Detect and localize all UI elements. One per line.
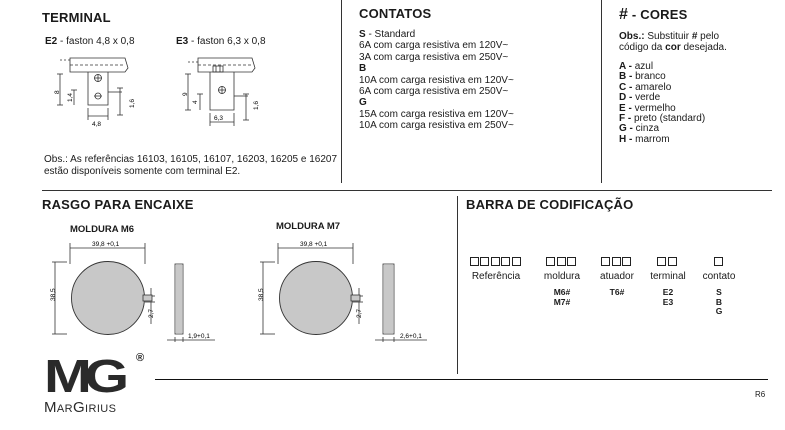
moldura-m7-drawing xyxy=(253,234,453,354)
contato-line: 10A com carga resistiva em 250V~ xyxy=(359,120,514,132)
contato-code: B xyxy=(359,63,367,75)
contatos-title: CONTATOS xyxy=(359,6,432,21)
barra-col-codes: S B G xyxy=(715,287,723,316)
terminal-e3-dim-side: 1,6 xyxy=(253,100,260,110)
cor-item: E - vermelho xyxy=(619,102,676,114)
code-boxes xyxy=(643,257,693,269)
barra-col-terminal xyxy=(643,257,693,307)
cor-item: C - amarelo xyxy=(619,81,672,93)
barra-col-atuador xyxy=(592,257,642,298)
m6-dim-width: 39,8 +0,1 xyxy=(92,241,120,248)
cores-list xyxy=(619,62,705,145)
contato-group-b xyxy=(359,63,599,97)
terminal-e3-caption xyxy=(176,36,266,47)
cores-obs-text: pelo xyxy=(697,31,720,42)
divider-contatos-cores xyxy=(601,0,602,183)
terminal-obs: Obs.: As referências 16103, 16105, 16107, 16203, 16205 e 16207 estão disponíveis somente com terminal E2. xyxy=(44,154,338,177)
m7-dim-width: 39,8 +0,1 xyxy=(300,241,328,248)
contato-group-s xyxy=(359,29,599,63)
terminal-e2-dim-side: 1,6 xyxy=(129,98,136,108)
m6-dim-height: 38,5 xyxy=(50,288,57,301)
divider-rasgo-barra xyxy=(457,196,458,374)
divider-top-bottom xyxy=(42,190,772,191)
barra-title: BARRA DE CODIFICAÇÃO xyxy=(466,197,634,212)
page-code: R6 xyxy=(755,390,766,399)
footer-rule xyxy=(155,379,768,380)
moldura-m6-label: MOLDURA M6 xyxy=(70,224,135,235)
contato-line: 10A com carga resistiva em 120V~ xyxy=(359,74,514,86)
logo-registered: ® xyxy=(136,352,145,364)
terminal-e2-code: E2 xyxy=(45,36,58,47)
barra-col-referencia xyxy=(466,257,526,282)
cores-hash: # xyxy=(619,6,629,23)
code-boxes xyxy=(535,257,589,269)
cores-obs-text: desejada. xyxy=(680,42,727,54)
cores-obs-label: Obs.: xyxy=(619,31,645,42)
contato-suffix: - Standard xyxy=(365,29,416,40)
m6-dim-depth: 1,9+0,1 xyxy=(188,333,210,340)
barra-col-label: Referência xyxy=(471,271,521,282)
code-boxes xyxy=(466,257,526,269)
contato-line: 6A com carga resistiva em 250V~ xyxy=(359,86,509,98)
cor-item: D - verde xyxy=(619,92,661,104)
contato-line: 6A com carga resistiva em 120V~ xyxy=(359,40,509,52)
cores-title xyxy=(619,6,688,24)
cores-obs-cor: cor xyxy=(665,42,681,54)
terminal-e3-desc: - faston 6,3 x 0,8 xyxy=(188,36,266,47)
barra-col-contato xyxy=(696,257,742,317)
contato-code: S xyxy=(359,29,366,40)
terminal-title: TERMINAL xyxy=(42,10,111,25)
contato-line: 3A com carga resistiva em 250V~ xyxy=(359,51,509,63)
logo-mg: MG xyxy=(44,350,122,402)
m7-dim-notch: 2,7 xyxy=(356,308,363,318)
barra-col-codes: E2 E3 xyxy=(662,287,674,307)
logo-name: MarGirius xyxy=(44,399,117,416)
terminal-e3-dim-height: 9 xyxy=(182,92,189,96)
cor-item: B - branco xyxy=(619,71,666,83)
contato-group-g xyxy=(359,97,599,131)
rasgo-title: RASGO PARA ENCAIXE xyxy=(42,197,194,212)
barra-col-label: moldura xyxy=(543,271,581,282)
terminal-e2-dim-width: 4,8 xyxy=(92,121,102,128)
barra-col-codes: M6# M7# xyxy=(553,287,571,307)
cor-item: H - marrom xyxy=(619,133,670,145)
code-boxes xyxy=(592,257,642,269)
cor-item: G - cinza xyxy=(619,123,660,135)
m6-dim-notch: 2,7 xyxy=(148,308,155,318)
terminal-e3-drawing xyxy=(180,50,270,130)
cores-obs-hash: # xyxy=(691,31,698,42)
terminal-e2-drawing xyxy=(50,50,140,130)
cores-obs xyxy=(619,31,784,54)
barra-col-moldura xyxy=(535,257,589,307)
m7-dim-depth: 2,6+0,1 xyxy=(400,333,422,340)
cor-item: A - azul xyxy=(619,61,654,72)
terminal-e2-caption xyxy=(45,36,135,47)
cores-obs-text: código da xyxy=(619,42,666,54)
barra-col-codes: T6# xyxy=(609,287,625,297)
cores-obs-text: Substituir xyxy=(644,31,692,42)
cor-item: F - preto (standard) xyxy=(619,113,706,125)
contato-code: G xyxy=(359,97,367,109)
code-boxes xyxy=(696,257,742,269)
terminal-e2-dim-inner: 1,4 xyxy=(67,92,74,102)
divider-terminal-contatos xyxy=(341,0,342,183)
moldura-m7-label: MOLDURA M7 xyxy=(276,221,341,232)
barra-col-label: contato xyxy=(702,271,736,282)
m7-dim-height: 38,5 xyxy=(258,288,265,301)
terminal-e3-code: E3 xyxy=(176,36,189,47)
cores-title-text: - CORES xyxy=(628,7,688,22)
moldura-m6-drawing xyxy=(45,234,245,354)
terminal-e3-dim-inner: 4 xyxy=(192,100,199,104)
terminal-e2-dim-height: 8 xyxy=(54,90,61,94)
barra-col-label: atuador xyxy=(600,271,634,282)
terminal-e2-desc: - faston 4,8 x 0,8 xyxy=(57,36,135,47)
barra-col-label: terminal xyxy=(650,271,686,282)
contatos-list xyxy=(359,29,599,132)
contato-line: 15A com carga resistiva em 120V~ xyxy=(359,108,514,120)
brand-logo xyxy=(44,350,154,424)
terminal-e3-dim-width: 6,3 xyxy=(214,115,224,122)
